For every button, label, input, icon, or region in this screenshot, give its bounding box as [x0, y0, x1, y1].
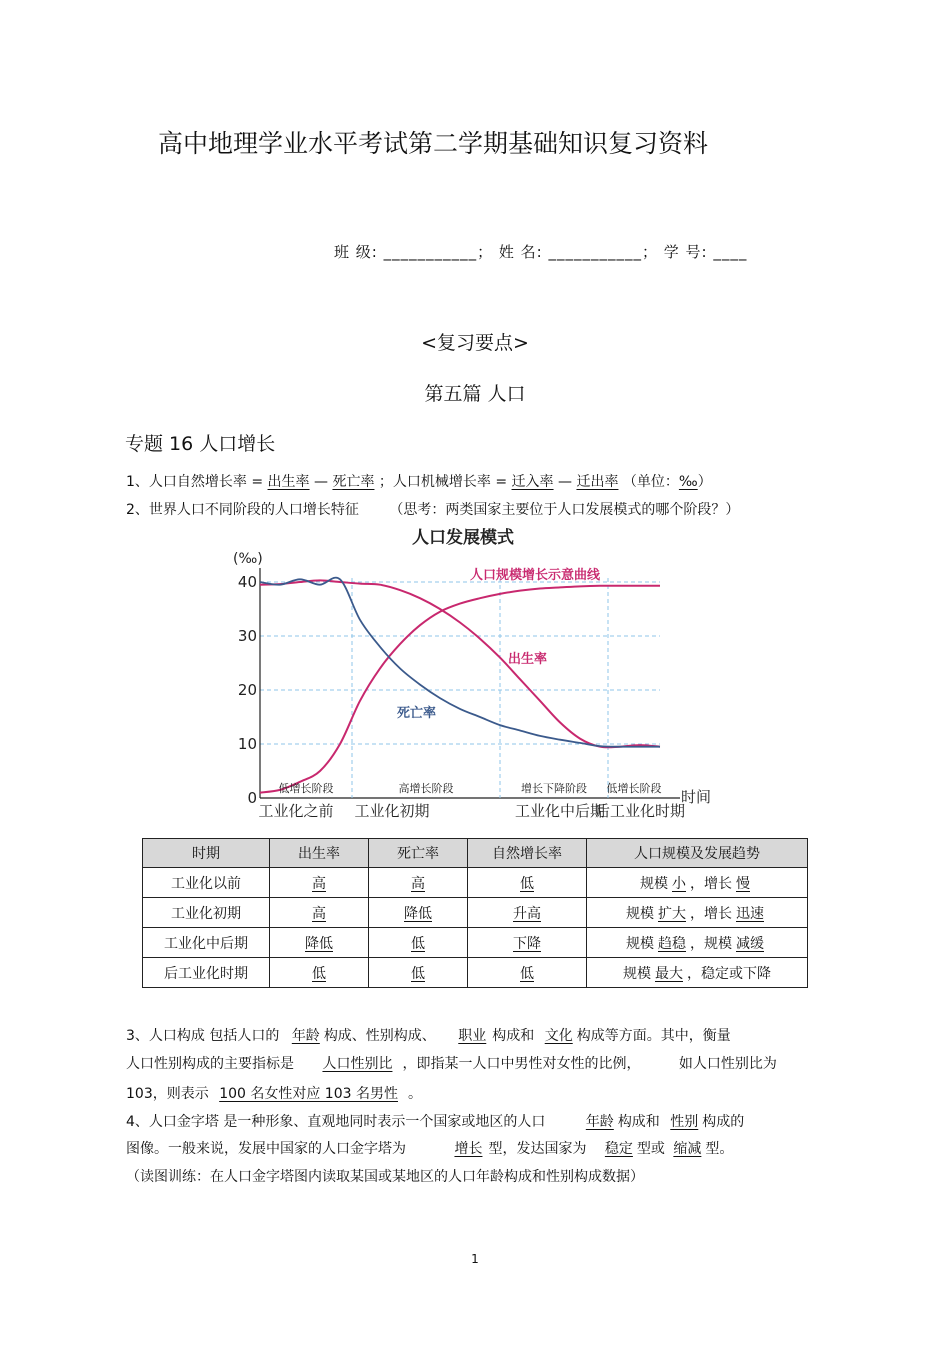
q1-answer-unit: ‰	[678, 474, 698, 490]
y-tick-label: 10	[237, 735, 257, 753]
x-axis-label: 时间	[681, 788, 712, 806]
stage-label: 增长下降阶段	[521, 782, 587, 795]
q3-answer-culture: 文化	[544, 1028, 573, 1044]
stage-label: 高增长阶段	[398, 782, 454, 795]
cell-death-value: 高	[411, 875, 425, 892]
y-tick-label: 40	[237, 573, 257, 591]
birth-rate-curve	[260, 580, 660, 747]
name-blank: ___________	[548, 243, 642, 261]
cell-birth	[270, 868, 369, 898]
q4-text-2c: 型，发达国家为	[488, 1141, 587, 1157]
class-blank: ___________	[383, 243, 478, 261]
q1-close: ）	[697, 474, 712, 490]
stage-label: 低增长阶段	[606, 782, 662, 795]
name-label: 姓 名:	[498, 243, 543, 261]
cell-period-value: 工业化初期	[171, 905, 241, 922]
q4-text-2e: 型或	[636, 1141, 665, 1157]
cell-birth	[270, 928, 369, 958]
cell-natural-value: 升高	[513, 905, 541, 922]
cell-birth	[270, 958, 369, 988]
cell-birth-value: 高	[312, 905, 326, 922]
q4-answer-growth: 增长	[454, 1141, 483, 1157]
stage-dividers	[352, 578, 608, 798]
population-stage-table	[142, 838, 808, 988]
table-header-row	[143, 839, 808, 868]
cell-trend	[587, 868, 808, 898]
trend-t4: 慢	[736, 875, 750, 892]
birth-curve-label: 出生率	[508, 652, 548, 667]
stage-label: 低增长阶段	[278, 782, 334, 795]
population-model-chart	[215, 520, 725, 825]
cell-birth-value: 高	[312, 875, 326, 892]
q3-text-a: 3、人口构成 包括人口的	[126, 1028, 280, 1044]
q4-text-c: 构成和	[617, 1114, 660, 1130]
cell-death-value: 低	[411, 935, 425, 952]
class-label: 班 级:	[334, 243, 378, 261]
cell-death	[369, 868, 468, 898]
id-blank: ____	[713, 243, 748, 261]
cell-trend	[587, 958, 808, 988]
grid-lines	[260, 582, 660, 744]
cell-natural-value: 下降	[513, 935, 541, 952]
q2-line	[126, 499, 739, 519]
trend-t1: 规模	[626, 905, 654, 922]
q3-line-3	[126, 1083, 422, 1103]
q4-line-2	[126, 1138, 733, 1158]
cell-natural-value: 低	[520, 965, 534, 982]
table-row	[143, 868, 808, 898]
cell-natural	[468, 958, 587, 988]
q4-answer-sex: 性别	[670, 1114, 699, 1130]
q4-text-2a: 图像。一般来说，发展中国家的人口金字塔为	[126, 1141, 406, 1157]
id-label: 学 号:	[663, 243, 708, 261]
q1-answer-out: 迁出率	[576, 474, 619, 490]
cell-natural	[468, 868, 587, 898]
section-heading: <复习要点>	[421, 332, 529, 354]
q4-line-3: （读图训练：在人口金字塔图内读取某国或某地区的人口年龄构成和性别构成数据）	[126, 1169, 644, 1185]
cell-natural	[468, 928, 587, 958]
trend-t1: 规模	[623, 965, 651, 982]
student-info-line: 班 级: ___________； 姓 名: ___________； 学 号: ____	[334, 243, 748, 261]
cell-period	[143, 958, 270, 988]
q1-answer-in: 迁入率	[511, 474, 554, 490]
header-birth: 出生率	[270, 839, 369, 868]
page-title: 高中地理学业水平考试第二学期基础知识复习资料	[158, 129, 709, 158]
q4-text-e: 构成的	[702, 1114, 745, 1130]
q4-answer-age: 年龄	[585, 1114, 614, 1130]
period-label: 工业化中后期	[514, 802, 606, 820]
q3-line-2	[126, 1053, 777, 1073]
period-labels	[258, 802, 685, 820]
table-row	[143, 898, 808, 928]
q3-text-c: 构成、性别构成、	[323, 1028, 436, 1044]
page-number: 1	[471, 1252, 479, 1266]
cell-period	[143, 868, 270, 898]
header-natural: 自然增长率	[468, 839, 587, 868]
trend-t3: ，增长	[690, 905, 732, 922]
cell-death-value: 降低	[404, 905, 432, 922]
q2-note: （思考：两类国家主要位于人口发展模式的哪个阶段？）	[389, 502, 740, 518]
header-trend: 人口规模及发展趋势	[587, 839, 808, 868]
q3-text-g: 构成等方面。其中，衡量	[576, 1028, 731, 1044]
q3-text-3a: 103，则表示	[126, 1086, 209, 1102]
chapter-heading: 第五篇 人口	[424, 383, 526, 405]
q4-answer-shrink: 缩减	[673, 1141, 702, 1157]
period-label: 工业化初期	[354, 802, 430, 820]
y-tick-label: 20	[237, 681, 257, 699]
q4-text-2g: 型。	[705, 1141, 734, 1157]
header-period: 时期	[143, 839, 270, 868]
trend-t2: 扩大	[658, 905, 686, 922]
q1-prefix: 1、人口自然增长率 =	[126, 474, 264, 490]
q3-answer-job: 职业	[458, 1028, 487, 1044]
trend-t2: 最大	[655, 965, 683, 982]
q1-minus-1: —	[314, 474, 328, 490]
q3-text-2c: ，即指某一人口中男性对女性的比例，	[402, 1056, 641, 1072]
trend-t1: 规模	[640, 875, 668, 892]
trend-t1: 规模	[626, 935, 654, 952]
cell-trend	[587, 898, 808, 928]
trend-t2: 小	[672, 875, 686, 892]
stage-labels	[279, 781, 662, 795]
cell-birth-value: 降低	[305, 935, 333, 952]
header-death: 死亡率	[369, 839, 468, 868]
q1-minus-2: —	[558, 474, 572, 490]
q3-answer-age: 年龄	[291, 1028, 320, 1044]
table-row	[143, 958, 808, 988]
period-label: 工业化之前	[258, 802, 334, 820]
trend-t4: 减缓	[736, 935, 764, 952]
trend-t4: 迅速	[736, 905, 764, 922]
topic-heading: 专题 16 人口增长	[125, 433, 276, 455]
cell-natural-value: 低	[520, 875, 534, 892]
period-label: 后工业化时期	[594, 802, 686, 820]
cell-death-value: 低	[411, 965, 425, 982]
cell-birth-value: 低	[312, 965, 326, 982]
q3-text-3c: 。	[407, 1086, 422, 1102]
cell-period-value: 工业化以前	[171, 875, 241, 892]
q4-answer-stable: 稳定	[604, 1141, 633, 1157]
trend-t3: ，稳定或下降	[687, 965, 771, 982]
y-tick-label: 30	[237, 627, 257, 645]
cell-period-value: 后工业化时期	[164, 965, 248, 982]
q1-line	[126, 471, 712, 491]
cell-period	[143, 898, 270, 928]
q2-text: 2、世界人口不同阶段的人口增长特征	[126, 502, 359, 518]
trend-t3: ，规模	[690, 935, 732, 952]
q1-mid: ；人口机械增长率 =	[378, 474, 508, 490]
cell-birth	[270, 898, 369, 928]
q3-text-2a: 人口性别构成的主要指标是	[126, 1056, 294, 1072]
q3-line-1	[126, 1025, 731, 1045]
q3-text-e: 构成和	[492, 1028, 535, 1044]
q3-answer-sexratio: 人口性别比	[322, 1056, 393, 1072]
death-curve-label: 死亡率	[397, 706, 437, 721]
y-tick-labels	[238, 573, 257, 807]
cell-death	[369, 958, 468, 988]
cell-trend	[587, 928, 808, 958]
y-tick-label: 0	[247, 789, 257, 807]
population-curve	[260, 586, 660, 793]
cell-period	[143, 928, 270, 958]
cell-death	[369, 898, 468, 928]
trend-t2: 趋稳	[658, 935, 686, 952]
q4-line-1	[126, 1111, 744, 1131]
pop-curve-label: 人口规模增长示意曲线	[470, 568, 601, 583]
q1-unit-label: （单位：	[622, 474, 679, 490]
trend-t3: ，增长	[690, 875, 732, 892]
table-row	[143, 928, 808, 958]
q3-answer-meaning: 100 名女性对应 103 名男性	[219, 1086, 398, 1102]
cell-period-value: 工业化中后期	[164, 935, 248, 952]
q1-answer-death: 死亡率	[332, 474, 375, 490]
y-unit-label: (‰)	[233, 551, 263, 567]
q3-text-2d: 如人口性别比为	[678, 1056, 777, 1072]
cell-death	[369, 928, 468, 958]
q4-text-a: 4、人口金字塔 是一种形象、直观地同时表示一个国家或地区的人口	[126, 1114, 546, 1130]
q1-answer-birth: 出生率	[267, 474, 310, 490]
cell-natural	[468, 898, 587, 928]
chart-title: 人口发展模式	[412, 528, 514, 548]
